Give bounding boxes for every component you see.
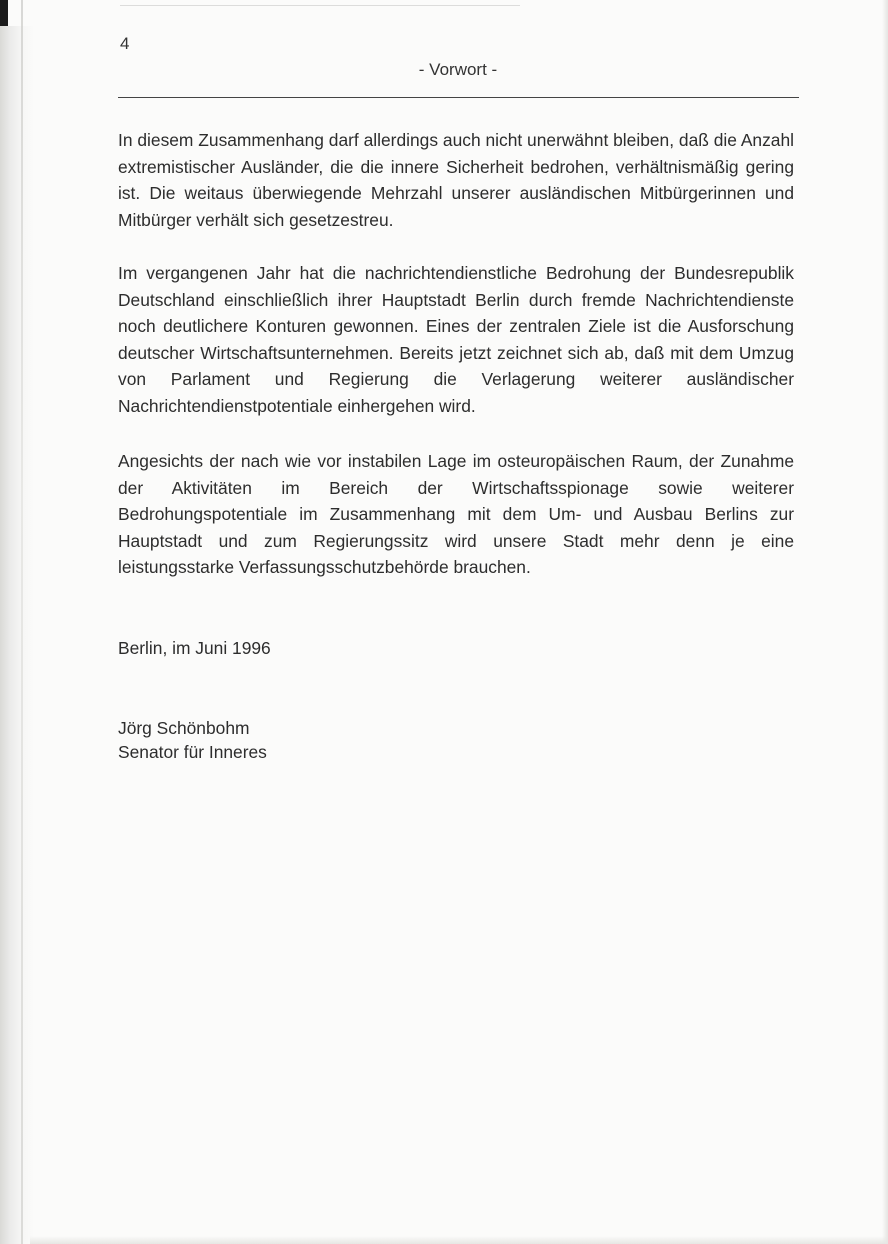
scan-binding-shadow <box>0 26 34 1244</box>
scan-binding-line <box>21 0 23 1244</box>
scan-right-edge <box>882 0 888 1244</box>
place-date: Berlin, im Juni 1996 <box>118 638 271 658</box>
scan-edge-mark <box>0 0 8 26</box>
paragraph-intelligence-threat: Im vergangenen Jahr hat die nachrichtendienstliche Bedrohung der Bundesrepublik Deutschland einschließlich ihrer Hauptstadt Berlin durch fremde Nachrichtendienste noch deutlichere Konturen gewonnen. Eines der zentralen Ziele ist die Ausforschung deutscher Wirtschaftsunternehmen. Bereits jetzt zeichnet sich ab, daß mit dem Umzug von Parlament und Regierung die Verlagerung weiterer ausländischer Nachrichtendienstpotentiale einhergehen wird. <box>118 263 794 416</box>
scan-top-artifact <box>120 5 520 6</box>
running-header: - Vorwort - <box>418 60 498 79</box>
signatory-name: Jörg Schönbohm <box>118 718 250 738</box>
signatory-title: Senator für Inneres <box>118 742 267 762</box>
header-rule <box>118 97 799 98</box>
page-number: 4 <box>120 34 130 53</box>
scan-bottom-edge <box>30 1236 888 1244</box>
paragraph-outlook: Angesichts der nach wie vor instabilen Lage im osteuropäischen Raum, der Zunahme der Aktivitäten im Bereich der Wirtschaftsspionage sowie weiterer Bedrohungspotentiale im Zusammenhang mit dem Um- und Ausbau Berlins zur Hauptstadt und zum Regierungssitz wird unsere Stadt mehr denn je eine leistungsstarke Verfassungsschutzbehörde brauchen. <box>118 451 794 577</box>
paragraph-extremist-foreigners: In diesem Zusammenhang darf allerdings auch nicht unerwähnt bleiben, daß die Anzahl extremistischer Ausländer, die die innere Sicherheit bedrohen, verhältnismäßig gering ist. Die weitaus überwiegende Mehrzahl unserer ausländischen Mitbürgerinnen und Mitbürger verhält sich gesetzestreu. <box>118 130 794 230</box>
